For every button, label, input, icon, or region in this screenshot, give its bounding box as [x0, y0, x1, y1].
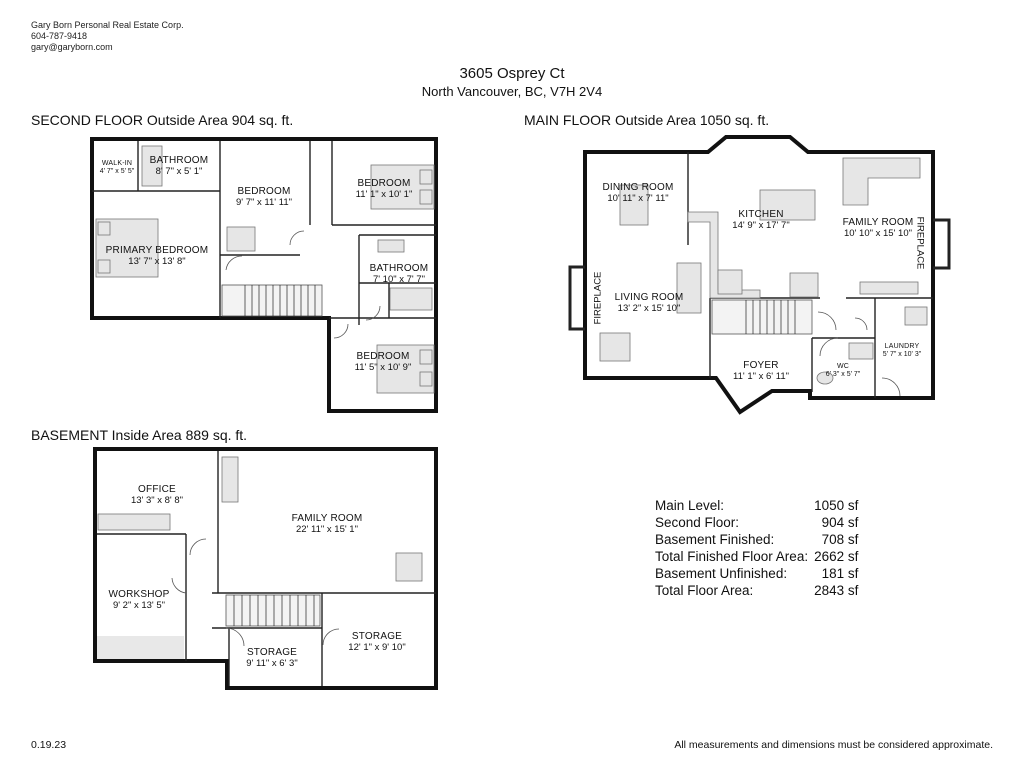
summary-value: 181 sf: [821, 566, 859, 581]
disclaimer-text: All measurements and dimensions must be considered approximate.: [674, 739, 993, 751]
summary-value: 904 sf: [821, 515, 859, 530]
room-bathroom-main: [370, 263, 429, 285]
room-dimensions: 7' 10" x 7' 7": [372, 274, 426, 285]
address-city: North Vancouver, BC, V7H 2V4: [421, 84, 603, 99]
room-dimensions: 14' 9" x 17' 7": [732, 220, 790, 231]
room-workshop: [108, 589, 169, 611]
summary-value: 2843 sf: [814, 583, 859, 598]
company-name: Gary Born Personal Real Estate Corp.: [31, 20, 184, 30]
table-row: [655, 582, 858, 599]
company-phone: 604-787-9418: [31, 31, 88, 41]
room-dimensions: 22' 11" x 15' 1": [296, 524, 358, 535]
room-bathroom-upper: [150, 155, 209, 177]
room-laundry: [883, 343, 921, 359]
room-name: WALK-IN: [101, 160, 133, 167]
room-storage-large: [348, 631, 405, 653]
room-office: [131, 484, 183, 506]
room-name: WORKSHOP: [108, 589, 170, 600]
table-row: [655, 565, 858, 582]
room-name: DINING ROOM: [602, 182, 674, 193]
room-family-main: [843, 217, 914, 239]
room-name: FAMILY ROOM: [291, 513, 363, 524]
room-dimensions: 9' 7" x 11' 11": [236, 197, 292, 208]
room-dimensions: 11' 5" x 10' 9": [354, 362, 412, 373]
summary-label: Total Floor Area:: [655, 583, 754, 598]
room-dimensions: 12' 1" x 9' 10": [348, 642, 406, 653]
summary-value: 2662 sf: [814, 549, 859, 564]
room-name: OFFICE: [138, 484, 176, 495]
summary-label: Basement Unfinished:: [655, 566, 788, 581]
room-bedroom-4: [355, 351, 412, 373]
fireplace-living-label: FIREPLACE: [592, 271, 604, 325]
summary-label: Basement Finished:: [655, 532, 775, 547]
room-name: BATHROOM: [369, 263, 429, 274]
room-dimensions: 4' 7" x 5' 5": [99, 168, 135, 175]
summary-value: 708 sf: [821, 532, 859, 547]
room-walk-in: [100, 160, 135, 176]
room-dimensions: 9' 2" x 13' 5": [112, 600, 166, 611]
room-dimensions: 9' 11" x 6' 3": [246, 658, 298, 669]
summary-value: 1050 sf: [814, 498, 859, 513]
company-email: gary@garyborn.com: [31, 42, 113, 52]
room-dining: [602, 182, 673, 204]
version-label: 0.19.23: [31, 739, 67, 751]
room-dimensions: 8' 7" x 5' 1": [155, 166, 203, 177]
room-wc: [826, 363, 861, 379]
room-living: [615, 292, 684, 314]
room-foyer: [733, 360, 789, 382]
summary-label: Main Level:: [655, 498, 725, 513]
address-street: 3605 Osprey Ct: [459, 65, 565, 82]
area-summary-table: [655, 497, 858, 599]
room-dimensions: 13' 2" x 15' 10": [617, 303, 681, 314]
room-name: WC: [836, 363, 850, 370]
room-family-basement: [292, 513, 363, 535]
room-name: LIVING ROOM: [614, 292, 684, 303]
room-kitchen: [732, 209, 789, 231]
room-dimensions: 10' 10" x 15' 10": [844, 228, 912, 239]
room-name: FAMILY ROOM: [842, 217, 914, 228]
room-name: BEDROOM: [356, 351, 410, 362]
room-bedroom-3: [356, 178, 413, 200]
main-floor-title: MAIN FLOOR Outside Area 1050 sq. ft.: [524, 112, 770, 128]
basement-title: BASEMENT Inside Area 889 sq. ft.: [31, 427, 248, 443]
room-name: BEDROOM: [357, 178, 411, 189]
room-name: FOYER: [743, 360, 779, 371]
room-dimensions: 11' 1" x 6' 11": [733, 371, 789, 382]
room-bedroom-2: [236, 186, 292, 208]
room-name: BEDROOM: [237, 186, 291, 197]
room-dimensions: 11' 1" x 10' 1": [355, 189, 413, 200]
second-floor-title: SECOND FLOOR Outside Area 904 sq. ft.: [31, 112, 294, 128]
room-dimensions: 6' 3" x 5' 7": [825, 371, 861, 378]
room-name: STORAGE: [351, 631, 403, 642]
room-dimensions: 5' 7" x 10' 3": [882, 351, 922, 358]
room-name: KITCHEN: [738, 209, 784, 220]
table-row: [655, 531, 858, 548]
room-name: BATHROOM: [149, 155, 209, 166]
room-name: STORAGE: [246, 647, 298, 658]
summary-label: Second Floor:: [655, 515, 740, 530]
room-dimensions: 13' 3" x 8' 8": [130, 495, 184, 506]
summary-label: Total Finished Floor Area:: [655, 549, 809, 564]
table-row: [655, 514, 858, 531]
fireplace-family-label: FIREPLACE: [914, 216, 926, 270]
room-primary-bedroom: [106, 245, 209, 267]
room-name: LAUNDRY: [884, 343, 920, 350]
room-name: PRIMARY BEDROOM: [105, 245, 209, 256]
table-row: [655, 548, 858, 565]
table-row: [655, 497, 858, 514]
room-dimensions: 13' 7" x 13' 8": [128, 256, 186, 267]
room-dimensions: 10' 11" x 7' 11": [607, 193, 669, 204]
room-storage-small: [246, 647, 297, 669]
